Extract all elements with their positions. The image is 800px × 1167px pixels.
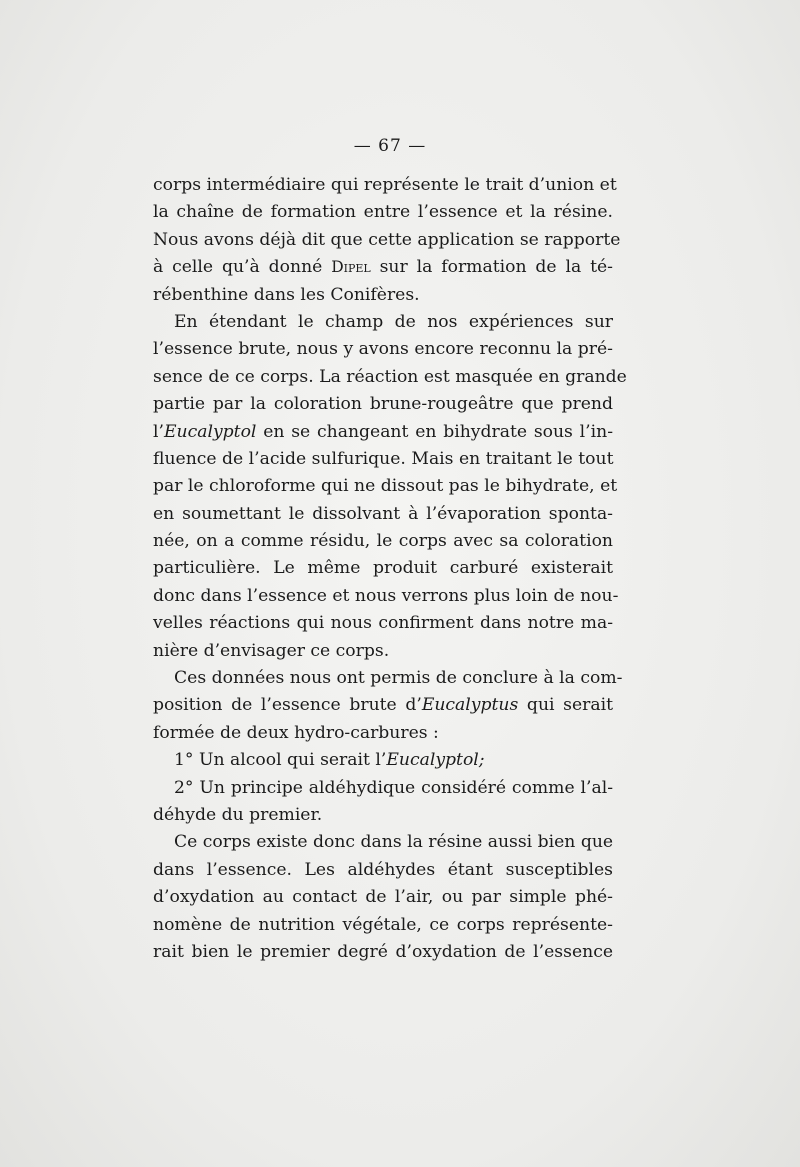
author-name: Dipel xyxy=(331,258,371,277)
text-run: la chaîne de formation entre l’essence et la résine. xyxy=(153,202,613,223)
text-line xyxy=(153,254,613,281)
text-line xyxy=(153,309,613,336)
text-run: partie par la coloration brune-rougeâtre que prend xyxy=(153,394,613,415)
text-run: Ces données nous ont permis de conclure à la com- xyxy=(174,668,623,689)
text-run: à celle qu’à donné xyxy=(153,257,332,278)
text-run: nière d’envisager ce corps. xyxy=(153,640,390,661)
text-run: formée de deux hydro-carbures : xyxy=(153,722,439,743)
italic-term: Eucalyptol; xyxy=(386,750,485,771)
text-run: 2° Un principe aldéhydique considéré comme l’al- xyxy=(174,777,613,798)
text-run: position de l’essence brute d’ xyxy=(153,695,422,716)
text-line xyxy=(153,391,613,418)
text-run: fluence de l’acide sulfurique. Mais en traitant le tout xyxy=(153,448,614,469)
text-line xyxy=(153,665,623,692)
text-line xyxy=(153,775,613,802)
text-line xyxy=(153,199,613,226)
text-line xyxy=(153,692,613,719)
text-line xyxy=(153,610,613,637)
text-run: rébenthine dans les Conifères. xyxy=(153,284,420,305)
text-line xyxy=(153,802,613,829)
text-run: en se changeant en bihydrate sous l’in- xyxy=(256,421,613,442)
text-run: En étendant le champ de nos expériences sur xyxy=(174,311,613,332)
text-run: déhyde du premier. xyxy=(153,804,323,825)
text-line xyxy=(153,583,619,610)
text-run: l’ xyxy=(153,421,164,442)
text-run: rait bien le premier degré d’oxydation de l’essence xyxy=(153,941,613,962)
text-line xyxy=(153,555,613,582)
text-run: sur la formation de la té- xyxy=(370,257,613,278)
text-run: particulière. Le même produit carburé existerait xyxy=(153,558,613,579)
text-line xyxy=(153,282,613,309)
text-run: nomène de nutrition végétale, ce corps représente- xyxy=(153,914,613,935)
body-text xyxy=(153,172,627,966)
text-line xyxy=(153,446,613,473)
text-line xyxy=(153,473,618,500)
text-run: Ce corps existe donc dans la résine aussi bien que xyxy=(174,832,614,853)
page-number: — 67 — xyxy=(353,136,427,156)
text-run: sence de ce corps. La réaction est masquée en grande xyxy=(153,366,627,387)
text-line xyxy=(153,939,613,966)
text-line xyxy=(153,829,613,856)
text-run: dans l’essence. Les aldéhydes étant susceptibles xyxy=(153,859,613,880)
text-run: donc dans l’essence et nous verrons plus loin de nou- xyxy=(153,585,619,606)
text-line xyxy=(153,720,613,747)
text-line xyxy=(153,912,613,939)
text-run: 1° Un alcool qui serait l’ xyxy=(174,750,387,771)
text-run: Nous avons déjà dit que cette application se rapporte xyxy=(153,229,621,250)
text-line xyxy=(153,857,613,884)
text-line xyxy=(153,884,613,911)
text-run: velles réactions qui nous confirment dans notre ma- xyxy=(153,613,613,634)
text-run: qui serait xyxy=(518,695,613,716)
text-line xyxy=(153,638,613,665)
text-line xyxy=(153,419,613,446)
text-run: par le chloroforme qui ne dissout pas le bihydrate, et xyxy=(153,476,618,497)
italic-term: Eucalyptol xyxy=(163,421,257,442)
text-run: née, on a comme résidu, le corps avec sa coloration xyxy=(153,531,613,552)
text-run: d’oxydation au contact de l’air, ou par simple phé- xyxy=(153,887,613,908)
text-line xyxy=(153,172,617,199)
text-line xyxy=(153,747,613,774)
text-line xyxy=(153,336,613,363)
text-run: corps intermédiaire qui représente le trait d’union et xyxy=(153,175,617,195)
text-line xyxy=(153,501,613,528)
italic-term: Eucalyptus xyxy=(421,695,519,716)
text-run: en soumettant le dissolvant à l’évaporation sponta- xyxy=(153,503,613,524)
text-line xyxy=(153,528,613,555)
text-run: l’essence brute, nous y avons encore reconnu la pré- xyxy=(153,339,613,360)
text-line xyxy=(153,364,627,391)
text-line xyxy=(153,227,621,254)
